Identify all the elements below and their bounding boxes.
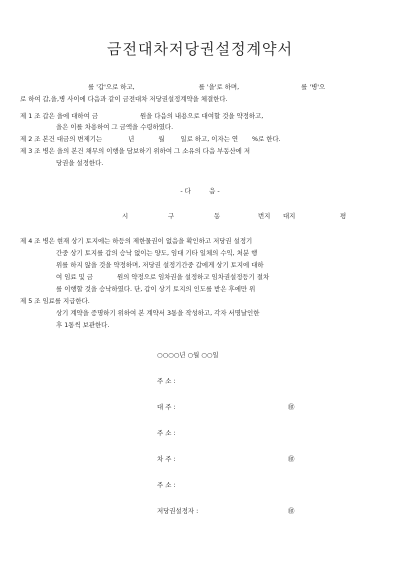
article-4-line-1: 제 4 조 병은 현재 상기 토지에는 하등의 제한물권이 없음을 확인하고 저당권 설정기 [20,237,253,245]
property-gu: 구 [168,212,175,220]
intro-party-byeong: 를 '병'으 [301,83,326,91]
article-3-line-1: 제 3 조 병은 을의 본건 채무의 이행을 담보하기 위하여 그 소유의 다음 부동산에 저 [20,147,251,155]
closing-line-1: 상기 계약을 증명하기 위하여 본 계약서 3통을 작성하고, 각자 서명날인한 [56,309,260,317]
article-4-line-4 [56,273,269,281]
contract-date: ○○○○년 ○월 ○○일 [157,351,219,359]
closing-line-2: 후 1통씩 보관한다. [56,321,110,329]
property-si: 시 [122,212,129,220]
article-1-line-1 [20,112,263,120]
borrower-seal-icon: ㊞ [288,455,295,463]
article-2-year: 년 [128,135,135,143]
article-4-line-3: 위를 하지 않을 것을 약정하며, 저당권 설정기간중 갑에게 상기 토지에 대하 [56,261,264,269]
article-5-line: 제 5 조 임료를 지급한다. [20,297,90,305]
notice-heading: - 다 음 - [180,187,220,195]
intro-party-gap: 를 '갑'으로 하고, [88,83,135,91]
article-1-text-a: 제 1 조 갑은 을에 대하여 금 [20,112,98,120]
lender-label: 대 주 : [157,403,176,411]
borrower-address-label: 주 소 : [157,429,176,437]
lender-address-label: 주 소 : [157,377,176,385]
article-1-line-2: 을은 이를 차용하여 그 금액을 수령하였다. [56,123,174,131]
article-1-text-b: 원을 다음의 내용으로 대여할 것을 약정하고, [140,112,264,120]
intro-line-1 [20,83,325,91]
property-beonji: 번지 [258,212,271,220]
lender-seal-icon: ㊞ [288,403,295,411]
article-2-text-a: 제 2 조 본건 대금의 변제기는 [20,135,103,143]
property-dong: 동 [214,212,221,220]
property-pyeong: 평 [340,212,347,220]
intro-party-eul: 를 '을'로 하며, [198,83,240,91]
article-2-text-d: 일로 하고, 이자는 연 [180,135,239,143]
article-2-line [20,135,281,143]
article-3-line-2: 당권을 설정한다. [56,159,104,167]
article-4-text-b: 원의 약정으로 임차권을 설정하고 임차권설정등기 절차 [116,273,270,281]
mortgagor-address-label: 주 소 : [157,481,176,489]
mortgagor-seal-icon: ㊞ [288,507,295,515]
article-2-text-e: %로 한다. [252,135,281,143]
document-title: 금전대차저당권설정계약서 [107,40,293,58]
article-4-line-2: 간중 상기 토지를 갑의 승낙 없이는 양도, 임대 기타 일체의 수익, 처분 행 [56,249,258,257]
article-4-text-a: 여 임료 및 금 [56,273,93,281]
intro-line-2: 로 하여 갑,을,병 사이에 다음과 같이 금전대차 저당권설정계약을 체결한다. [20,95,228,103]
article-4-line-5: 를 이행할 것을 승낙하였다. 단, 갑이 상기 토지의 인도를 받은 후에만 위 [56,285,256,293]
property-daeji: 대지 [283,212,296,220]
mortgagor-label: 저당권설정자 : [157,507,199,515]
article-2-month: 월 [158,135,165,143]
borrower-label: 차 주 : [157,455,176,463]
